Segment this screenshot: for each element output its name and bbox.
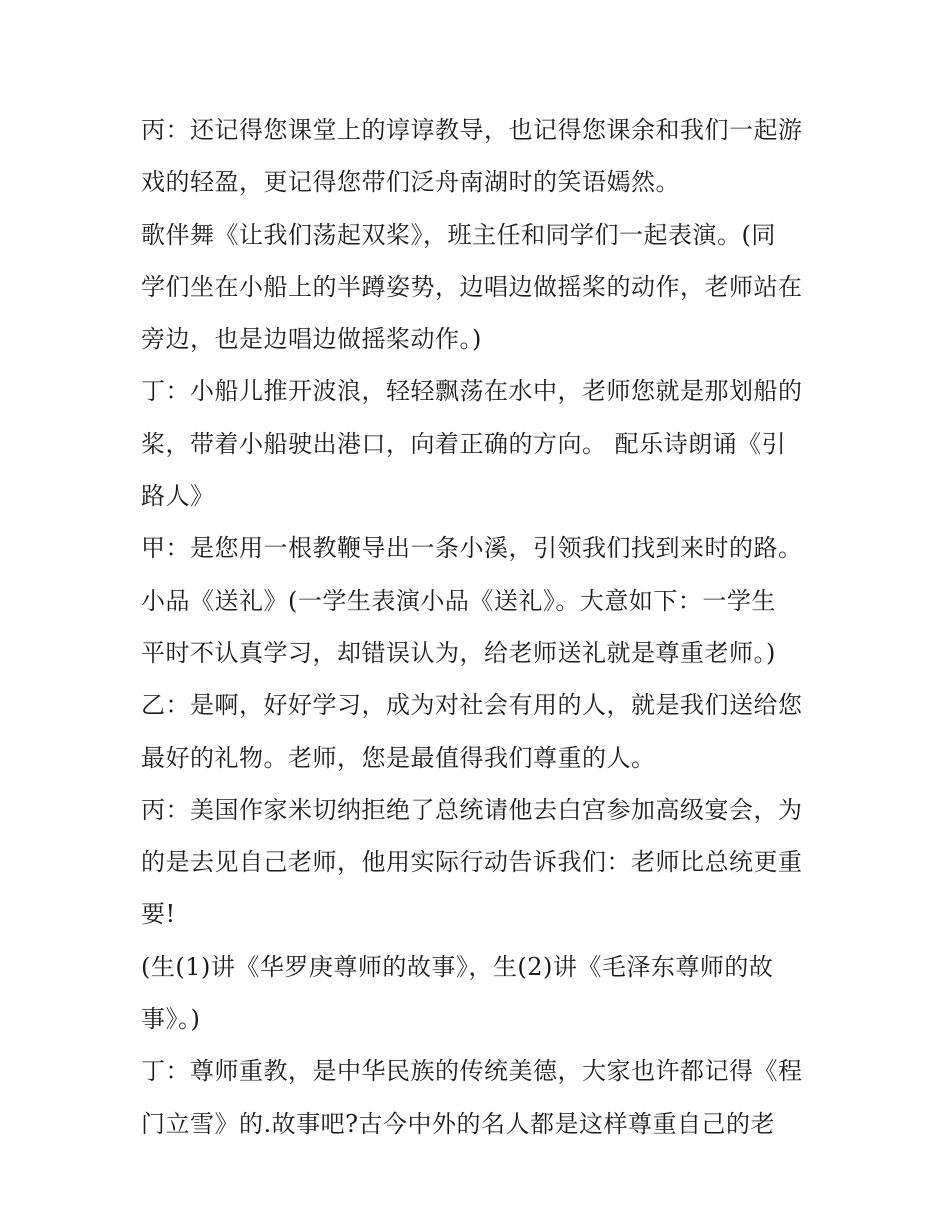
text-line: 要! <box>141 900 176 929</box>
text-line: 最好的礼物。老师，您是最值得我们尊重的人。 <box>141 743 656 772</box>
text-line: 丁：尊师重教，是中华民族的传统美德，大家也许都记得《程 <box>141 1057 803 1086</box>
text-line: (生(1)讲《华罗庚尊师的故事》，生(2)讲《毛泽东尊师的故 <box>141 952 774 981</box>
text-line: 旁边，也是边唱边做摇桨动作。) <box>141 325 482 354</box>
text-line: 丙：还记得您课堂上的谆谆教导，也记得您课余和我们一起游 <box>141 116 803 144</box>
text-line: 歌伴舞《让我们荡起双桨》，班主任和同学们一起表演。(同 <box>141 220 776 249</box>
text-line: 戏的轻盈，更记得您带们泛舟南湖时的笑语嫣然。 <box>141 168 680 197</box>
text-line: 平时不认真学习，却错误认为，给老师送礼就是尊重老师。) <box>141 638 776 667</box>
document-body <box>141 104 821 1150</box>
text-line: 小品《送礼》(一学生表演小品《送礼》。大意如下：一学生 <box>141 586 776 615</box>
text-line: 路人》 <box>141 482 215 511</box>
text-line: 桨，带着小船驶出港口，向着正确的方向。 配乐诗朗诵《引 <box>141 429 787 458</box>
text-line: 甲：是您用一根教鞭导出一条小溪，引领我们找到来时的路。 <box>141 534 803 563</box>
text-line: 门立雪》的.故事吧?古今中外的名人都是这样尊重自己的老 <box>141 1109 775 1138</box>
text-line: 丙：美国作家米切纳拒绝了总统请他去白宫参加高级宴会，为 <box>141 795 803 824</box>
text-line: 事》。) <box>141 1005 201 1034</box>
text-line: 的是去见自己老师，他用实际行动告诉我们：老师比总统更重 <box>141 848 803 877</box>
text-line: 乙：是啊，好好学习，成为对社会有用的人，就是我们送给您 <box>141 691 803 720</box>
text-line: 丁：小船儿推开波浪，轻轻飘荡在水中，老师您就是那划船的 <box>141 377 803 406</box>
text-line: 学们坐在小船上的半蹲姿势，边唱边做摇桨的动作，老师站在 <box>141 272 803 301</box>
